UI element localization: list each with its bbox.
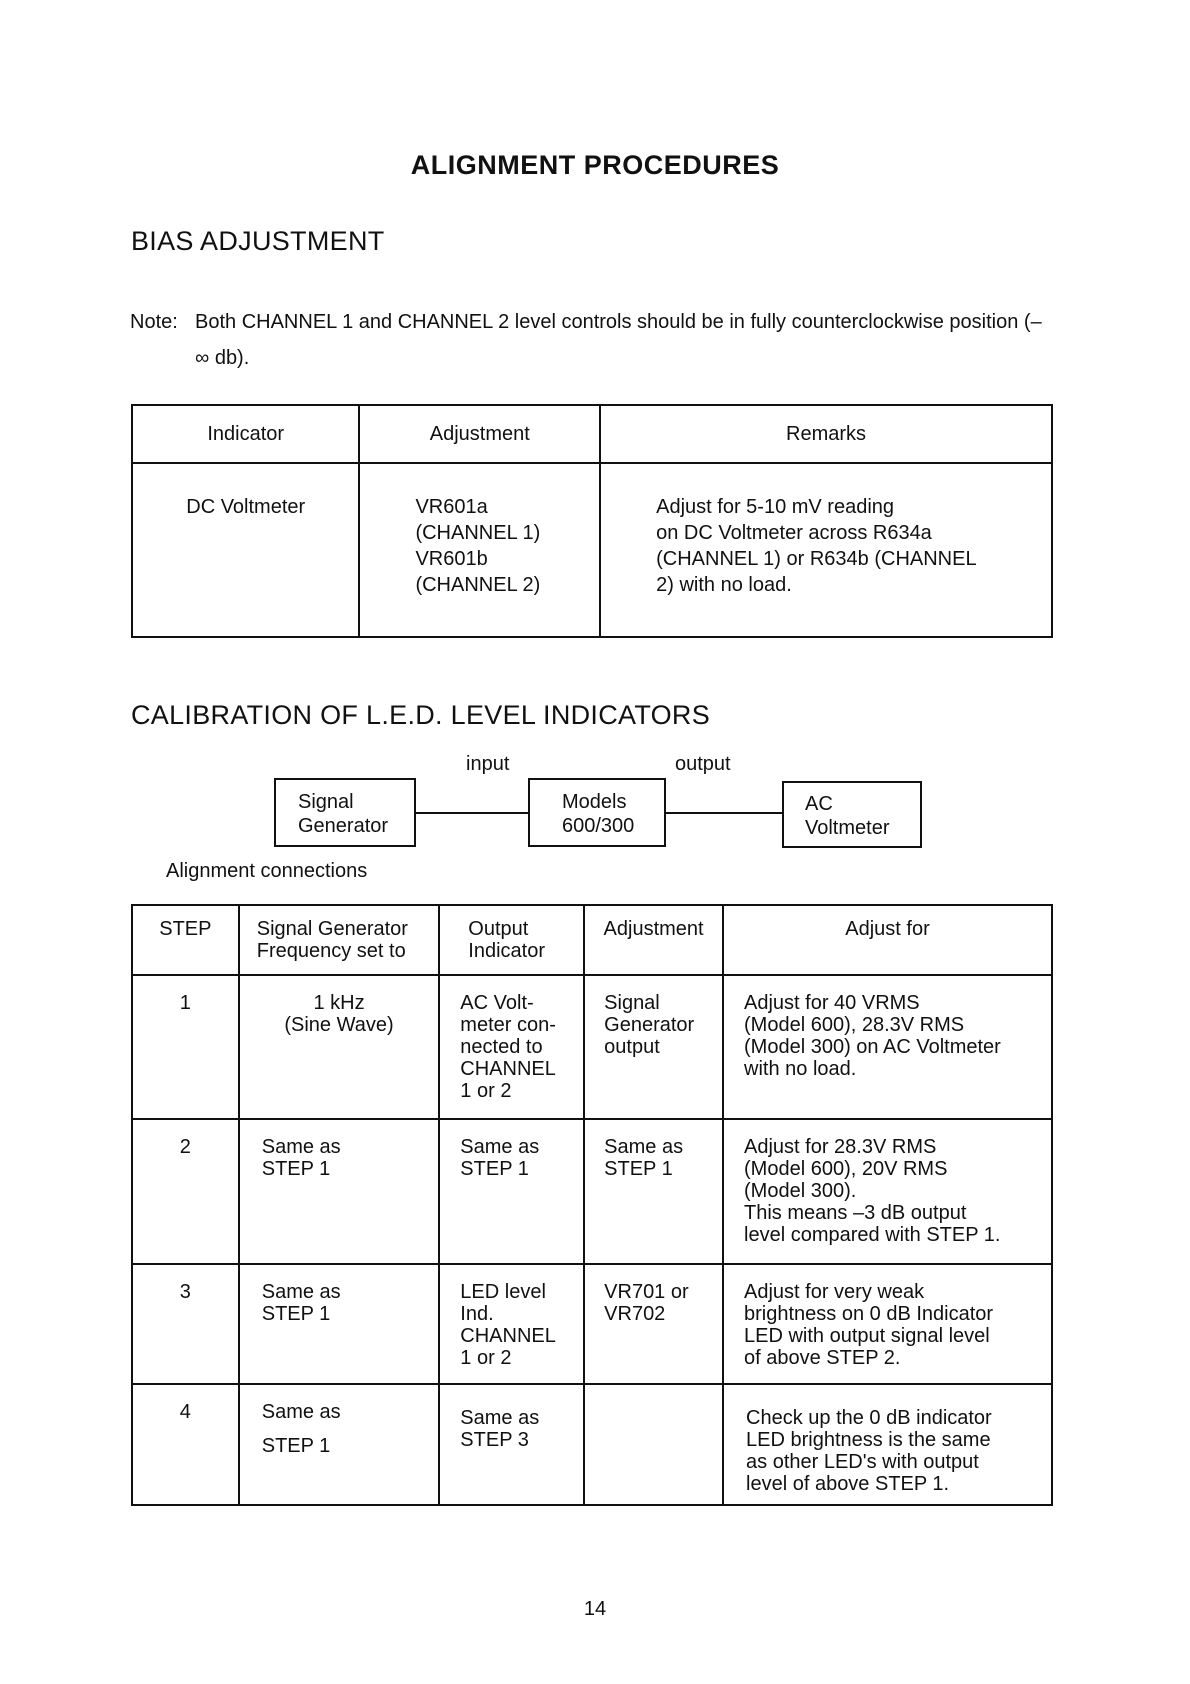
header-line: Frequency set to [256,940,406,962]
box-line: Generator [298,815,389,837]
bias-row [132,463,1052,637]
adjustment-cell [584,975,723,1119]
step-number: 4 [179,1401,191,1423]
cell-line: Same as [460,1136,540,1158]
step-number: 1 [179,992,191,1014]
calibration-table [131,904,1053,1506]
bias-adjustment-cell [359,463,600,637]
cell-line: (Model 300) on AC Voltmeter [744,1036,1001,1058]
step-cell [132,975,239,1119]
page-number: 14 [583,1598,607,1620]
box-line: AC [805,793,833,815]
cell-line: brightness on 0 dB Indicator [744,1303,994,1325]
ac-voltmeter-box [782,781,922,848]
box-line: Signal [298,791,354,813]
indicator-cell [439,1384,584,1505]
cell-line: This means –3 dB output [744,1202,967,1224]
connector-line-1 [416,812,528,814]
cell-line: Adjust for 28.3V RMS [744,1136,937,1158]
frequency-cell [239,1119,440,1264]
bias-table [131,404,1053,638]
cell-line: VR702 [604,1303,666,1325]
cell-line: STEP 1 [604,1158,673,1180]
cell-line: LED with output signal level [744,1325,990,1347]
cell-line: STEP 1 [261,1435,331,1457]
cell-line: nected to [460,1036,543,1058]
adjustment-cell [584,1264,723,1384]
adjust-for-cell [723,1384,1052,1505]
cell-line: LED brightness is the same [746,1429,991,1451]
cell-line: with no load. [744,1058,857,1080]
header-line: Indicator [468,940,546,962]
step-number: 2 [179,1136,191,1158]
step-cell [132,1264,239,1384]
adjustment-line: VR601b [415,548,488,570]
adjust-for-cell [723,1264,1052,1384]
cell-line: Same as [460,1407,540,1429]
bias-remarks [601,464,1051,598]
connector-line-2 [666,812,782,814]
models-box [528,778,666,847]
cell-line: Generator [604,1014,695,1036]
box-line: 600/300 [562,815,635,837]
indicator-cell [439,1119,584,1264]
diagram-output-label: output [675,753,731,775]
page-title: ALIGNMENT PROCEDURES [410,150,780,180]
bias-indicator: DC Voltmeter [186,496,306,518]
bias-heading: BIAS ADJUSTMENT [131,226,385,256]
note-text: Both CHANNEL 1 and CHANNEL 2 level controls should be in fully counterclockwise position (– ∞ db). [195,311,1042,369]
calibration-header-row [132,905,1052,975]
bias-remarks-cell [600,463,1052,637]
cell-line: Same as [261,1281,341,1303]
cell-line: VR701 or [604,1281,689,1303]
bias-indicator-cell [132,463,359,637]
bias-adjustment [360,464,599,598]
header-line: Output [468,918,529,940]
bias-header-row [132,405,1052,463]
cell-line: of above STEP 2. [744,1347,901,1369]
table-row [132,1119,1052,1264]
adjustment-line: (CHANNEL 2) [415,574,541,596]
header-step [132,905,239,975]
header-line: Adjustment [603,918,704,940]
cell-line: Same as [604,1136,684,1158]
cell-line: LED level [460,1281,546,1303]
header-frequency [239,905,440,975]
cell-line: STEP 1 [261,1303,331,1325]
cell-line: (Sine Wave) [284,1014,394,1036]
cell-line: STEP 1 [261,1158,331,1180]
header-step-text: STEP [159,918,212,940]
cell-line: CHANNEL [460,1058,556,1080]
cell-line: 1 kHz [313,992,365,1014]
step-cell [132,1384,239,1505]
signal-generator-box [274,778,416,847]
header-indicator: Indicator [132,405,359,463]
header-adjustment [584,905,723,975]
cell-line: output [604,1036,660,1058]
table-row [132,1384,1052,1505]
cell-line: CHANNEL [460,1325,556,1347]
table-row [132,1264,1052,1384]
header-line: Adjust for [845,918,930,940]
cell-line: Adjust for very weak [744,1281,925,1303]
cell-line: STEP 1 [460,1158,529,1180]
box-line: Models [562,791,627,813]
diagram-input-label: input [466,753,510,775]
cell-line: Signal [604,992,660,1014]
note-label: Note: [130,311,178,333]
indicator-cell [439,975,584,1119]
remarks-line: (CHANNEL 1) or R634b (CHANNEL [656,548,977,570]
cell-line: Same as [261,1136,341,1158]
cell-line: level compared with STEP 1. [744,1224,1001,1246]
diagram-caption: Alignment connections [166,860,368,882]
header-adjustment: Adjustment [359,405,600,463]
frequency-cell [239,1384,440,1505]
remarks-line: 2) with no load. [656,574,792,596]
frequency-cell [239,975,440,1119]
cell-line: as other LED's with output [746,1451,979,1473]
step-number: 3 [179,1281,191,1303]
remarks-line: Adjust for 5-10 mV reading [656,496,895,518]
cell-line: (Model 600), 20V RMS [744,1158,948,1180]
cell-line: (Model 600), 28.3V RMS [744,1014,965,1036]
frequency-cell [239,1264,440,1384]
header-adjust-for [723,905,1052,975]
cell-line: level of above STEP 1. [746,1473,950,1495]
cell-line: Adjust for 40 VRMS [744,992,920,1014]
header-output-indicator [439,905,584,975]
cell-line: Same as [261,1401,341,1423]
cell-line: 1 or 2 [460,1347,512,1369]
cell-line: meter con- [460,1014,556,1036]
calibration-heading: CALIBRATION OF L.E.D. LEVEL INDICATORS [131,700,711,730]
header-line: Signal Generator [256,918,408,940]
cell-line: Ind. [460,1303,494,1325]
adjustment-cell [584,1119,723,1264]
cell-line: 1 or 2 [460,1080,512,1102]
header-remarks: Remarks [600,405,1052,463]
table-row [132,975,1052,1119]
cell-line: AC Volt- [460,992,534,1014]
remarks-line: on DC Voltmeter across R634a [656,522,932,544]
cell-line: (Model 300). [744,1180,857,1202]
cell-line: STEP 3 [460,1429,529,1451]
adjustment-cell [584,1384,723,1505]
cell-line: Check up the 0 dB indicator [746,1407,992,1429]
step-cell [132,1119,239,1264]
indicator-cell [439,1264,584,1384]
adjustment-line: (CHANNEL 1) [415,522,541,544]
adjust-for-cell [723,1119,1052,1264]
box-line: Voltmeter [805,817,890,839]
adjustment-line: VR601a [415,496,488,518]
adjust-for-cell [723,975,1052,1119]
